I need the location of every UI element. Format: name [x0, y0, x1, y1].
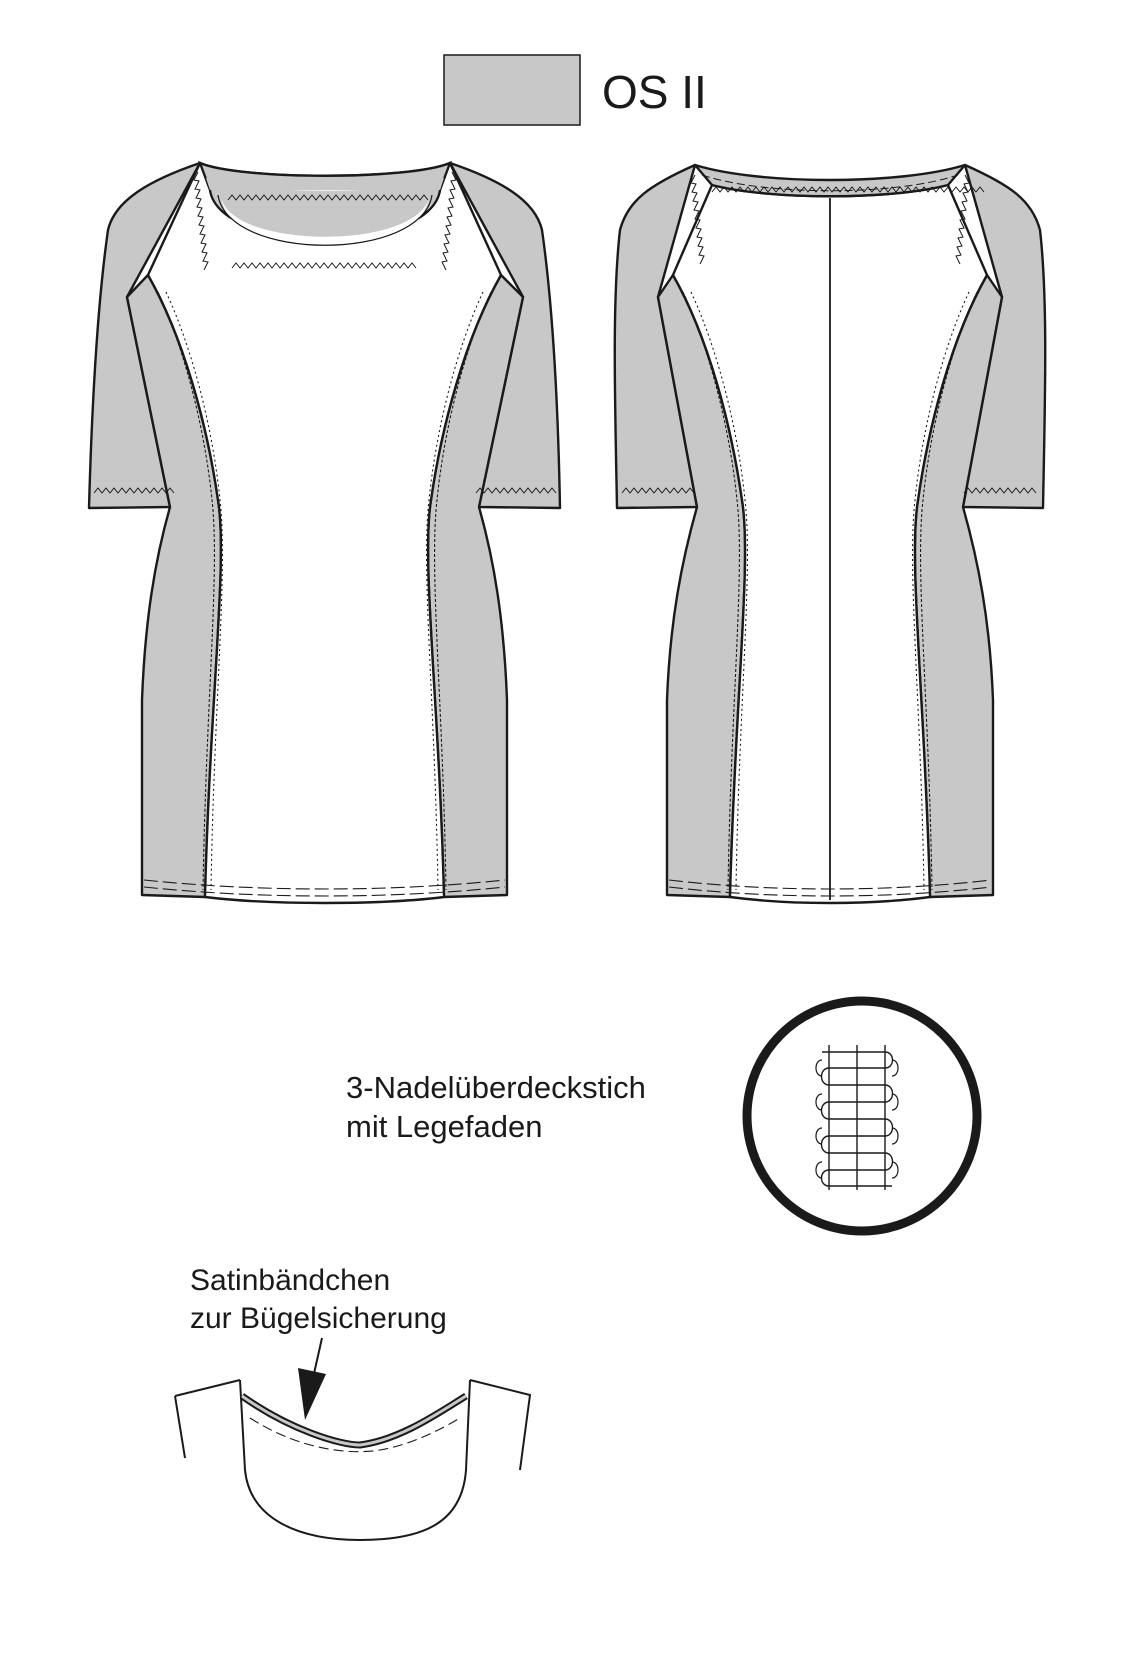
- neck-detail: [175, 1264, 530, 1540]
- stitch-detail: [346, 1001, 977, 1231]
- coverstitch-detail-circle-icon: [747, 1001, 977, 1231]
- back-view-shirt: [615, 165, 1046, 903]
- neck-label-line1: Satinbändchen: [190, 1264, 391, 1297]
- neck-detail-back-facing: [240, 1380, 470, 1540]
- legend: [444, 55, 707, 125]
- stitch-label-line1: 3-Nadelüberdeckstich: [346, 1070, 646, 1105]
- neck-label-line2: zur Bügelsicherung: [190, 1302, 447, 1335]
- front-view-shirt: [89, 163, 560, 903]
- legend-swatch: [444, 55, 580, 125]
- neck-detail-shoulder-left: [175, 1380, 240, 1458]
- stitch-label-line2: mit Legefaden: [346, 1109, 543, 1144]
- neck-detail-shoulder-right: [470, 1380, 530, 1470]
- legend-label: OS II: [602, 66, 707, 118]
